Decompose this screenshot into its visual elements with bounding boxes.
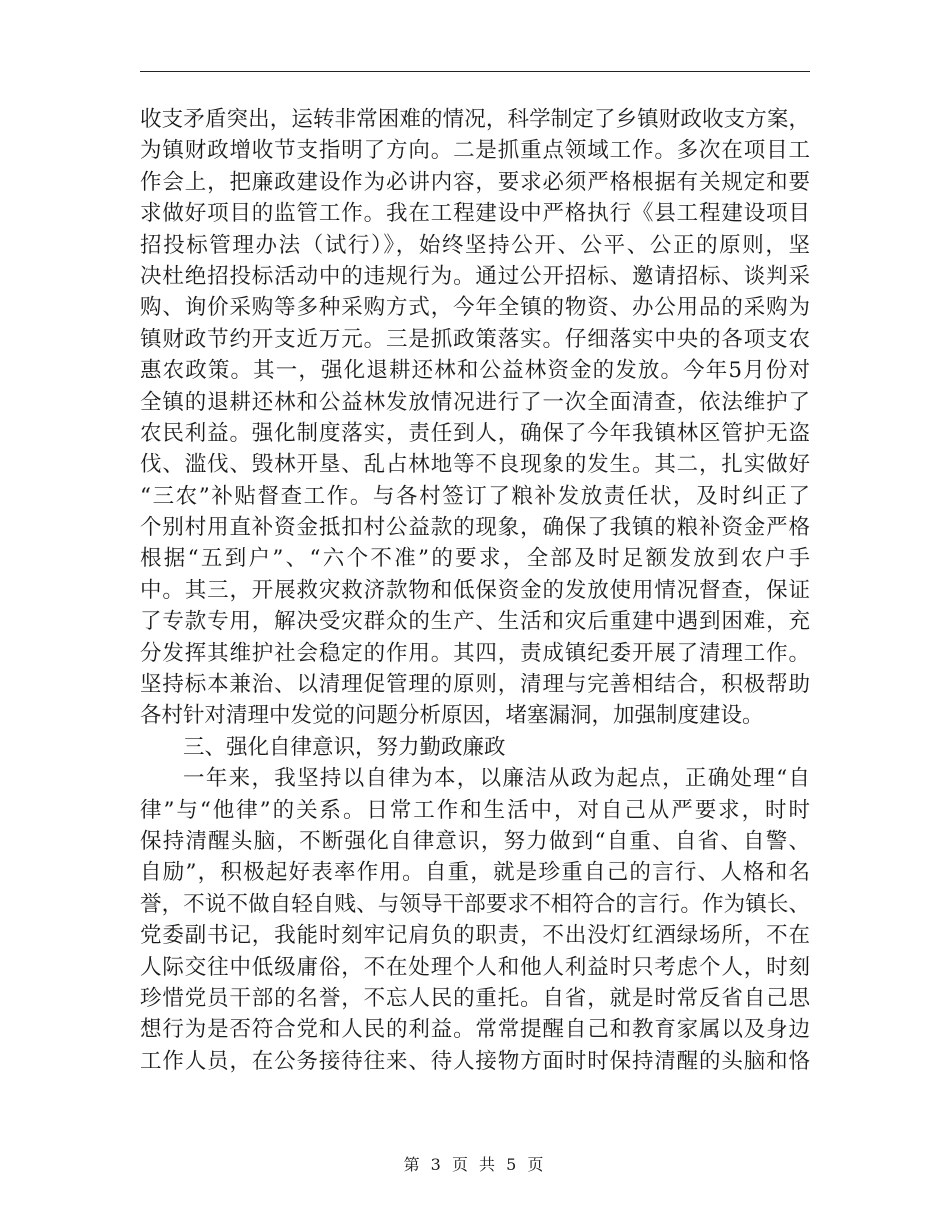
text-line: 伐、滥伐、毁林开垦、乱占林地等不良现象的发生。其二，扎实做好: [140, 452, 810, 478]
text-line: 了专款专用，解决受灾群众的生产、生活和灾后重建中遇到困难，充: [140, 609, 810, 635]
text-line: 自励”，积极起好表率作用。自重，就是珍重自己的言行、人格和名: [140, 860, 810, 886]
text-line: 为镇财政增收节支指明了方向。二是抓重点领域工作。多次在项目工: [140, 138, 810, 164]
text-line: 党委副书记，我能时刻牢记肩负的职责，不出没灯红酒绿场所，不在: [140, 923, 810, 949]
text-line: “三农”补贴督查工作。与各村签订了粮补发放责任状，及时纠正了: [140, 483, 810, 509]
text-line: 分发挥其维护社会稳定的作用。其四，责成镇纪委开展了清理工作。: [140, 640, 810, 666]
text-line: 购、询价采购等多种采购方式，今年全镇的物资、办公用品的采购为: [140, 295, 810, 321]
text-line: 决杜绝招投标活动中的违规行为。通过公开招标、邀请招标、谈判采: [140, 263, 810, 289]
text-line: 珍惜党员干部的名誉，不忘人民的重托。自省，就是时常反省自己思: [140, 985, 810, 1011]
page-number-footer: 第 3 页 共 5 页: [403, 1155, 547, 1174]
text-line: 根据“五到户”、“六个不准”的要求，全部及时足额发放到农户手: [140, 546, 810, 572]
header-rule: [140, 71, 810, 72]
text-line: 坚持标本兼治、以清理促管理的原则，清理与完善相结合，积极帮助: [140, 672, 810, 698]
text-line: 全镇的退耕还林和公益林发放情况进行了一次全面清查，依法维护了: [140, 389, 810, 415]
text-line: 作会上，把廉政建设作为必讲内容，要求必须严格根据有关规定和要: [140, 169, 810, 195]
text-line: 各村针对清理中发觉的问题分析原因，堵塞漏洞，加强制度建设。: [140, 703, 764, 729]
document-body: [140, 104, 810, 1077]
text-line: 收支矛盾突出，运转非常困难的情况，科学制定了乡镇财政收支方案，: [140, 107, 810, 132]
text-line: 镇财政节约开支近万元。三是抓政策落实。仔细落实中央的各项支农: [140, 326, 810, 352]
text-line: 保持清醒头脑，不断强化自律意识，努力做到“自重、自省、自警、: [140, 828, 810, 854]
text-line: 一年来，我坚持以自律为本，以廉洁从政为起点，正确处理“自: [183, 766, 810, 792]
text-line: 中。其三，开展救灾救济款物和低保资金的发放使用情况督查，保证: [140, 577, 810, 603]
text-line: 工作人员，在公务接待往来、待人接物方面时时保持清醒的头脑和恪: [140, 1048, 810, 1074]
text-line: 农民利益。强化制度落实，责任到人，确保了今年我镇林区管护无盗: [140, 420, 810, 446]
section-heading: 三、强化自律意识，努力勤政廉政: [183, 734, 506, 760]
text-line: 律”与“他律”的关系。日常工作和生活中，对自己从严要求，时时: [140, 797, 810, 823]
text-line: 人际交往中低级庸俗，不在处理个人和他人利益时只考虑个人，时刻: [140, 954, 810, 980]
text-line: 求做好项目的监管工作。我在工程建设中严格执行《县工程建设项目: [140, 201, 810, 227]
text-line: 誉，不说不做自轻自贱、与领导干部要求不相符合的言行。作为镇长、: [140, 891, 810, 917]
text-line: 招投标管理办法（试行）》，始终坚持公开、公平、公正的原则，坚: [140, 232, 810, 258]
text-line: 想行为是否符合党和人民的利益。常常提醒自己和教育家属以及身边: [140, 1017, 810, 1043]
text-line: 惠农政策。其一，强化退耕还林和公益林资金的发放。今年5月份对: [140, 358, 810, 384]
text-line: 个别村用直补资金抵扣村公益款的现象，确保了我镇的粮补资金严格: [140, 515, 810, 541]
